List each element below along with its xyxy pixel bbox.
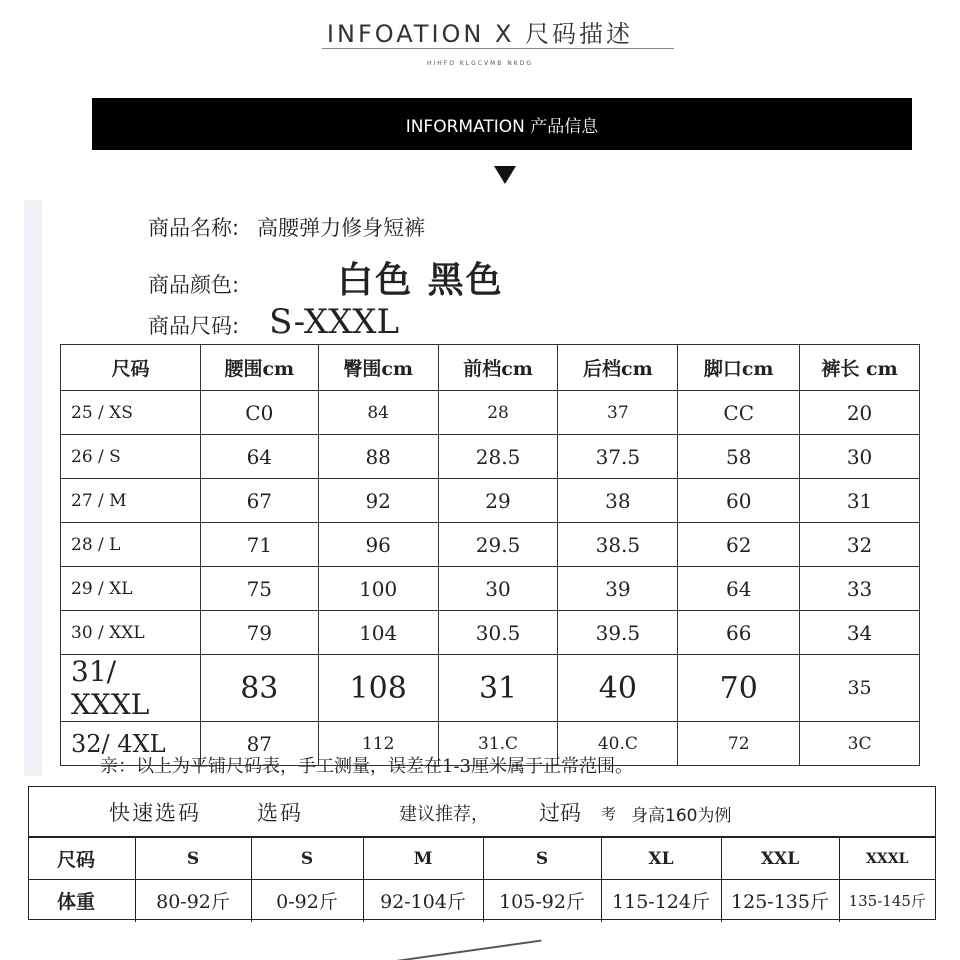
quick-weight-row-label: 体重 <box>29 880 135 922</box>
product-color-value: 白色 黑色 <box>337 260 504 301</box>
table-cell: 70 <box>678 655 800 722</box>
table-cell: 67 <box>200 479 318 523</box>
table-cell: 58 <box>678 435 800 479</box>
table-cell: 28 <box>438 391 558 435</box>
table-cell: 62 <box>678 523 800 567</box>
table-cell: 3C <box>800 722 920 766</box>
quick-size-recommend-3: 考 <box>601 805 617 823</box>
bottom-decoration <box>393 940 542 960</box>
table-cell: 30.5 <box>438 611 558 655</box>
table-cell: 135-145斤 <box>839 880 935 922</box>
table-row <box>61 391 920 435</box>
information-banner <box>92 98 912 150</box>
table-header-cell: 腰围cm <box>200 345 318 391</box>
table-cell: 39.5 <box>558 611 678 655</box>
table-header-cell: 后档cm <box>558 345 678 391</box>
table-cell: 31 <box>800 479 920 523</box>
product-size-row <box>148 302 399 342</box>
information-banner-label: INFORMATION 产品信息 <box>405 116 599 137</box>
quick-size-recommend-2: 过码 <box>539 801 581 825</box>
table-cell: 33 <box>800 567 920 611</box>
product-name-label: 商品名称: <box>148 216 240 240</box>
table-row <box>61 435 920 479</box>
table-cell: 32 <box>800 523 920 567</box>
table-cell: 60 <box>678 479 800 523</box>
product-color-row <box>148 252 504 303</box>
table-cell: 100 <box>318 567 438 611</box>
table-row <box>61 523 920 567</box>
table-cell: S <box>483 838 601 880</box>
table-cell: 40.C <box>558 722 678 766</box>
product-size-label: 商品尺码: <box>148 314 240 338</box>
table-cell: 71 <box>200 523 318 567</box>
table-cell: 64 <box>200 435 318 479</box>
size-chart-header-row <box>61 345 920 391</box>
triangle-down-icon <box>494 166 516 184</box>
table-cell: 31/ XXXL <box>61 655 201 722</box>
table-cell: 27 / M <box>61 479 201 523</box>
table-cell: 31 <box>438 655 558 722</box>
table-cell: 40 <box>558 655 678 722</box>
quick-size-panel <box>28 786 936 920</box>
table-cell: XL <box>601 838 721 880</box>
page-header-title: INFOATION X 尺码描述 <box>326 20 634 48</box>
table-cell: 34 <box>800 611 920 655</box>
table-cell: M <box>363 838 483 880</box>
table-cell: 25 / XS <box>61 391 201 435</box>
table-cell: 80-92斤 <box>135 880 251 922</box>
quick-size-title: 快速选码 <box>109 801 201 825</box>
table-cell: 39 <box>558 567 678 611</box>
table-header-cell: 尺码 <box>61 345 201 391</box>
table-cell: 108 <box>318 655 438 722</box>
table-cell: S <box>135 838 251 880</box>
table-cell: 96 <box>318 523 438 567</box>
table-cell: 29.5 <box>438 523 558 567</box>
quick-size-table <box>29 837 935 922</box>
product-name-value: 高腰弹力修身短裤 <box>257 216 426 240</box>
table-cell: 92 <box>318 479 438 523</box>
table-cell: 30 / XXL <box>61 611 201 655</box>
table-header-cell: 臀围cm <box>318 345 438 391</box>
quick-size-basis: 身高160为例 <box>631 806 732 826</box>
table-cell: 37.5 <box>558 435 678 479</box>
size-chart-table <box>60 344 920 766</box>
table-cell: 37 <box>558 391 678 435</box>
table-cell: 92-104斤 <box>363 880 483 922</box>
table-cell: XXXL <box>839 838 935 880</box>
table-cell: 28.5 <box>438 435 558 479</box>
quick-size-subtitle: 选码 <box>257 801 303 825</box>
table-cell: 72 <box>678 722 800 766</box>
table-cell: CC <box>678 391 800 435</box>
product-name-row <box>148 212 425 242</box>
table-row <box>61 567 920 611</box>
table-cell: 64 <box>678 567 800 611</box>
table-cell: 84 <box>318 391 438 435</box>
header-divider <box>322 48 674 49</box>
table-header-cell: 前档cm <box>438 345 558 391</box>
quick-size-row-label: 尺码 <box>29 838 135 880</box>
table-cell: XXL <box>721 838 839 880</box>
table-row <box>29 880 935 922</box>
table-cell: 32/ 4XL <box>61 722 201 766</box>
table-row <box>61 611 920 655</box>
table-cell: 79 <box>200 611 318 655</box>
table-cell: 38.5 <box>558 523 678 567</box>
table-cell: 26 / S <box>61 435 201 479</box>
table-cell: 125-135斤 <box>721 880 839 922</box>
table-row <box>61 479 920 523</box>
table-row <box>61 655 920 722</box>
table-cell: 104 <box>318 611 438 655</box>
quick-size-recommend: 建议推荐， <box>399 804 489 825</box>
table-cell: 35 <box>800 655 920 722</box>
table-cell: 20 <box>800 391 920 435</box>
header-subtitle: HIHFO KLGCVMB NKDG <box>427 60 533 67</box>
table-cell: 115-124斤 <box>601 880 721 922</box>
side-tint <box>24 200 42 776</box>
table-cell: 87 <box>200 722 318 766</box>
table-cell: 75 <box>200 567 318 611</box>
table-cell: S <box>251 838 363 880</box>
table-cell: 30 <box>438 567 558 611</box>
table-cell: 29 <box>438 479 558 523</box>
table-cell: 66 <box>678 611 800 655</box>
table-row <box>29 838 935 880</box>
table-header-cell: 脚口cm <box>678 345 800 391</box>
table-cell: 83 <box>200 655 318 722</box>
product-color-label: 商品颜色: <box>148 273 240 297</box>
table-header-cell: 裤长 cm <box>800 345 920 391</box>
quick-size-header <box>29 787 935 837</box>
measurement-note: 亲：以上为平铺尺码表，手工测量，误差在1-3厘米属于正常范围。 <box>100 756 633 777</box>
table-cell: 105-92斤 <box>483 880 601 922</box>
table-cell: 28 / L <box>61 523 201 567</box>
table-cell: C0 <box>200 391 318 435</box>
table-cell: 112 <box>318 722 438 766</box>
table-cell: 29 / XL <box>61 567 201 611</box>
product-size-value: S-XXXL <box>269 302 400 342</box>
table-cell: 38 <box>558 479 678 523</box>
table-cell: 88 <box>318 435 438 479</box>
table-cell: 30 <box>800 435 920 479</box>
table-cell: 31.C <box>438 722 558 766</box>
table-cell: 0-92斤 <box>251 880 363 922</box>
